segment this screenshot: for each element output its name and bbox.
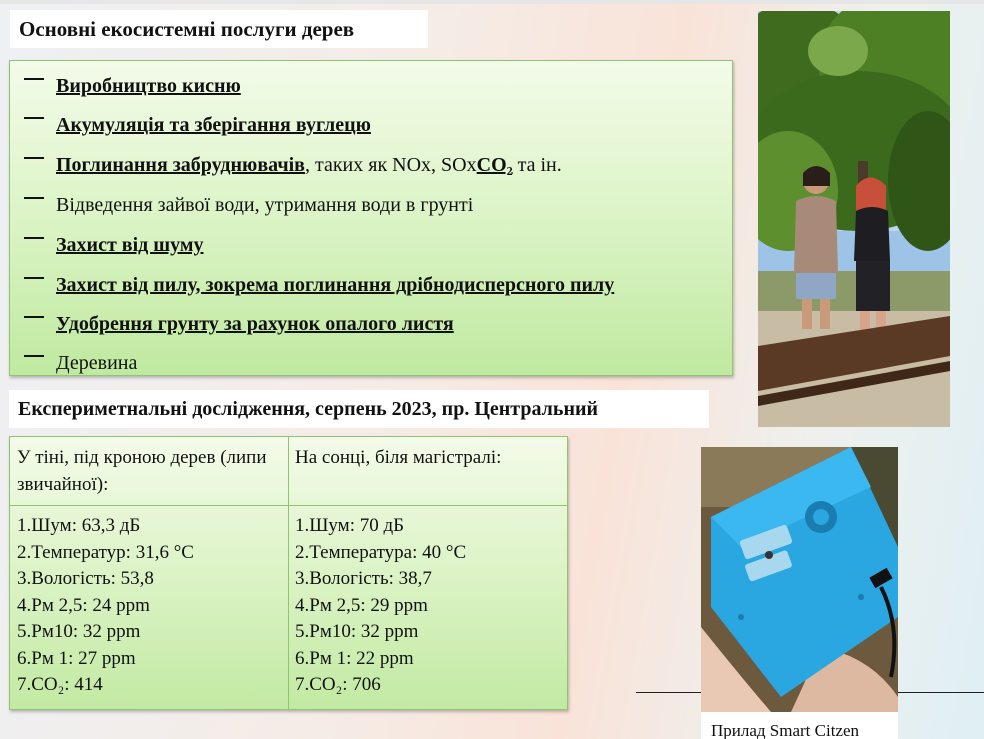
list-item xyxy=(24,154,562,182)
dash-bullet xyxy=(24,316,44,318)
table-row: 6.Рм 1: 22 ppm xyxy=(295,647,414,669)
table-row: 7.СО₂: 414 xyxy=(17,674,103,695)
list-item xyxy=(24,313,454,341)
research-title: Експериметнальні дослідження, серпень 2023, пр. Центральний xyxy=(9,390,709,428)
table-row: 5.Рм10: 32 ppm xyxy=(17,621,141,642)
table-divider-vertical xyxy=(288,437,289,709)
services-list xyxy=(9,60,733,376)
table-row: 1.Шум: 63,3 дБ xyxy=(17,515,141,536)
sun-values xyxy=(295,513,557,699)
service-noise: Захист від шуму xyxy=(56,234,204,256)
table-row: 2.Температура: 40 °С xyxy=(295,541,467,563)
header-sun: На сонці, біля магістралі: xyxy=(295,447,502,468)
co2-label: CO₂ xyxy=(476,154,513,176)
table-row: 6.Рм 1: 27 ppm xyxy=(17,647,136,669)
service-pollutants: Поглинання забруднювачів xyxy=(56,154,305,176)
caption-rule-left xyxy=(636,692,701,693)
service-pollutants-detail: , таких як NOx, SOx xyxy=(304,154,477,176)
dash-bullet xyxy=(24,197,44,199)
shade-values xyxy=(17,513,279,699)
table-row: 5.Рм10: 32 ppm xyxy=(295,621,419,642)
table-row: 4.Рм 2,5: 24 ppm xyxy=(17,594,150,616)
dash-bullet xyxy=(24,277,44,279)
service-dust: Захист від пилу, зокрема поглинання дрібнодисперсного пилу xyxy=(56,274,615,296)
device-photo xyxy=(701,447,898,712)
service-soil: Удобрення грунту за рахунок опалого листя xyxy=(56,313,454,335)
service-oxygen: Виробництво кисню xyxy=(56,75,241,97)
table-row: 3.Вологість: 53,8 xyxy=(17,568,154,589)
table-row: 1.Шум: 70 дБ xyxy=(295,515,405,536)
list-item xyxy=(24,352,137,380)
service-pollutants-etc: та ін. xyxy=(512,154,562,176)
table-row: 2.Температур: 31,6 °С xyxy=(17,541,194,563)
dash-bullet xyxy=(24,237,44,239)
dash-bullet xyxy=(24,355,44,357)
device-caption: Прилад Smart Citzen xyxy=(701,712,898,739)
dash-bullet xyxy=(24,117,44,119)
service-water: Відведення зайвої води, утримання води в грунті xyxy=(56,194,474,216)
list-item xyxy=(24,114,371,142)
page-title: Основні екосистемні послуги дерев xyxy=(10,10,428,48)
service-timber: Деревина xyxy=(56,352,138,374)
list-item xyxy=(24,274,614,302)
list-item xyxy=(24,234,204,262)
table-row: 3.Вологість: 38,7 xyxy=(295,568,432,589)
dash-bullet xyxy=(24,78,44,80)
table-row: 7.СО₂: 706 xyxy=(295,674,381,695)
header-shade: У тіні, під кроною дерев (липи звичайної): xyxy=(17,447,267,495)
measurements-table xyxy=(9,436,568,710)
table-divider-horizontal xyxy=(10,505,567,506)
caption-rule-right xyxy=(898,692,984,693)
top-border-line xyxy=(0,0,984,4)
dash-bullet xyxy=(24,157,44,159)
table-row: 4.Рм 2,5: 29 ppm xyxy=(295,594,428,616)
service-carbon: Акумуляція та зберігання вуглецю xyxy=(56,114,371,136)
list-item xyxy=(24,194,473,222)
park-photo xyxy=(758,11,950,427)
list-item xyxy=(24,75,241,103)
